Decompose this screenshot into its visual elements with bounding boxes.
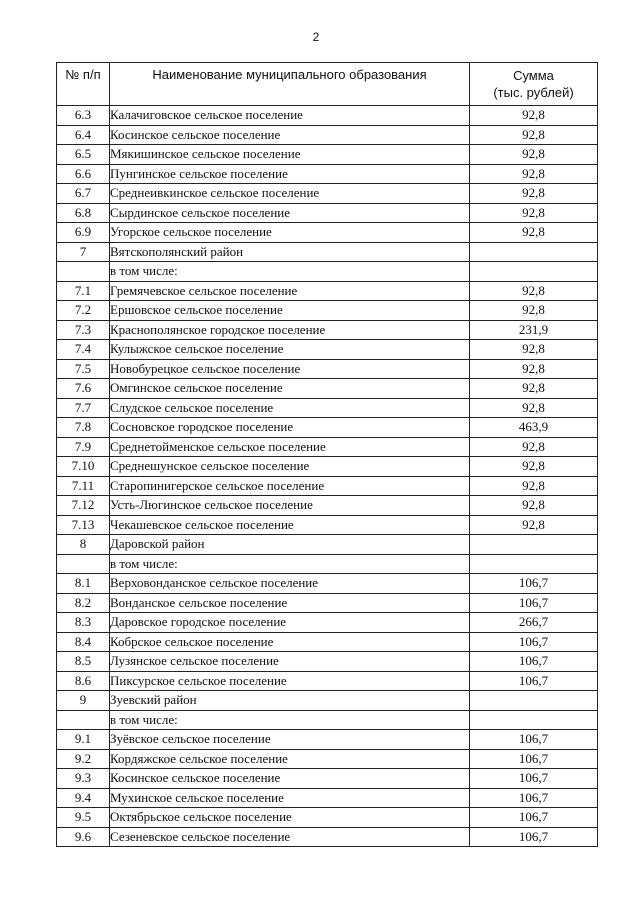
table-row [57, 106, 598, 126]
table-row [57, 827, 598, 847]
table-row [57, 184, 598, 204]
row-sum: 92,8 [470, 496, 598, 516]
table-row [57, 632, 598, 652]
table-row [57, 359, 598, 379]
row-number: 6.7 [57, 184, 110, 204]
row-municipality-name: Новобурецкое сельское поселение [110, 359, 470, 379]
row-municipality-name: Слудское сельское поселение [110, 398, 470, 418]
row-municipality-name: Среднеивкинское сельское поселение [110, 184, 470, 204]
row-municipality-name: Гремячевское сельское поселение [110, 281, 470, 301]
table-row [57, 574, 598, 594]
row-sum [470, 242, 598, 262]
row-municipality-name: в том числе: [110, 262, 470, 282]
header-number: № п/п [57, 63, 110, 106]
table-row [57, 203, 598, 223]
row-number: 9.2 [57, 749, 110, 769]
row-municipality-name: Косинское сельское поселение [110, 769, 470, 789]
row-municipality-name: Усть-Люгинское сельское поселение [110, 496, 470, 516]
row-number: 8 [57, 535, 110, 555]
table-row [57, 613, 598, 633]
row-sum [470, 710, 598, 730]
row-sum: 266,7 [470, 613, 598, 633]
table-header-row [57, 63, 598, 106]
row-municipality-name: Мухинское сельское поселение [110, 788, 470, 808]
row-municipality-name: Кордяжское сельское поселение [110, 749, 470, 769]
row-number: 9.6 [57, 827, 110, 847]
table-row [57, 749, 598, 769]
row-number: 6.9 [57, 223, 110, 243]
table-row [57, 691, 598, 711]
row-municipality-name: Среднетойменское сельское поселение [110, 437, 470, 457]
row-number: 7.6 [57, 379, 110, 399]
row-number: 8.1 [57, 574, 110, 594]
table-row [57, 652, 598, 672]
table-row [57, 125, 598, 145]
row-number: 8.5 [57, 652, 110, 672]
row-municipality-name: Сырдинское сельское поселение [110, 203, 470, 223]
row-sum: 106,7 [470, 574, 598, 594]
row-number: 7.8 [57, 418, 110, 438]
row-number: 6.8 [57, 203, 110, 223]
table-row [57, 437, 598, 457]
row-number: 7.10 [57, 457, 110, 477]
row-sum [470, 262, 598, 282]
row-sum: 106,7 [470, 827, 598, 847]
header-sum-unit: (тыс. рублей) [493, 85, 574, 100]
row-number: 6.3 [57, 106, 110, 126]
budget-table [56, 62, 598, 847]
table-row [57, 418, 598, 438]
table-row [57, 145, 598, 165]
row-number: 7.2 [57, 301, 110, 321]
row-number: 7.4 [57, 340, 110, 360]
row-number: 7.9 [57, 437, 110, 457]
table-row [57, 242, 598, 262]
row-sum: 92,8 [470, 476, 598, 496]
table-row [57, 535, 598, 555]
table-row [57, 457, 598, 477]
row-number: 9.4 [57, 788, 110, 808]
row-number: 9.5 [57, 808, 110, 828]
row-municipality-name: Мякишинское сельское поселение [110, 145, 470, 165]
table-row [57, 262, 598, 282]
row-sum [470, 691, 598, 711]
table-row [57, 340, 598, 360]
row-sum: 106,7 [470, 730, 598, 750]
row-number [57, 710, 110, 730]
row-sum: 92,8 [470, 398, 598, 418]
header-sum [470, 63, 598, 106]
row-municipality-name: Косинское сельское поселение [110, 125, 470, 145]
table-row [57, 710, 598, 730]
table-row [57, 301, 598, 321]
row-municipality-name: Зуевский район [110, 691, 470, 711]
header-municipality-name: Наименование муниципального образования [110, 63, 470, 106]
table-row [57, 769, 598, 789]
row-municipality-name: Краснополянское городское поселение [110, 320, 470, 340]
row-sum: 92,8 [470, 184, 598, 204]
table-row [57, 496, 598, 516]
row-sum: 92,8 [470, 125, 598, 145]
row-municipality-name: Пиксурское сельское поселение [110, 671, 470, 691]
row-sum: 92,8 [470, 223, 598, 243]
table-row [57, 788, 598, 808]
row-number: 8.6 [57, 671, 110, 691]
table-row [57, 554, 598, 574]
table-row [57, 164, 598, 184]
table-row [57, 398, 598, 418]
row-municipality-name: Даровской район [110, 535, 470, 555]
row-sum: 92,8 [470, 359, 598, 379]
row-municipality-name: в том числе: [110, 710, 470, 730]
row-number: 6.5 [57, 145, 110, 165]
row-municipality-name: Октябрьское сельское поселение [110, 808, 470, 828]
row-sum: 106,7 [470, 652, 598, 672]
row-number: 7.13 [57, 515, 110, 535]
row-municipality-name: Сосновское городское поселение [110, 418, 470, 438]
table-row [57, 223, 598, 243]
row-number: 7.12 [57, 496, 110, 516]
row-sum: 92,8 [470, 457, 598, 477]
table-row [57, 379, 598, 399]
row-sum: 106,7 [470, 632, 598, 652]
row-municipality-name: Старопинигерское сельское поселение [110, 476, 470, 496]
row-number: 7.11 [57, 476, 110, 496]
table-row [57, 808, 598, 828]
row-sum: 106,7 [470, 593, 598, 613]
row-municipality-name: Кулыжское сельское поселение [110, 340, 470, 360]
row-municipality-name: в том числе: [110, 554, 470, 574]
row-sum: 106,7 [470, 671, 598, 691]
row-sum: 106,7 [470, 749, 598, 769]
table-row [57, 476, 598, 496]
row-municipality-name: Вятскополянский район [110, 242, 470, 262]
row-sum: 92,8 [470, 340, 598, 360]
table-row [57, 320, 598, 340]
row-number: 6.6 [57, 164, 110, 184]
row-number: 7.7 [57, 398, 110, 418]
row-number: 6.4 [57, 125, 110, 145]
row-number: 7.3 [57, 320, 110, 340]
row-number: 8.4 [57, 632, 110, 652]
row-sum [470, 554, 598, 574]
row-number: 9 [57, 691, 110, 711]
row-sum: 92,8 [470, 301, 598, 321]
row-number: 8.3 [57, 613, 110, 633]
row-sum: 92,8 [470, 145, 598, 165]
row-municipality-name: Среднешунское сельское поселение [110, 457, 470, 477]
row-sum [470, 535, 598, 555]
row-number: 7.1 [57, 281, 110, 301]
row-sum: 92,8 [470, 164, 598, 184]
row-number: 8.2 [57, 593, 110, 613]
page-number: 2 [312, 30, 320, 44]
row-municipality-name: Чекашевское сельское поселение [110, 515, 470, 535]
table-row [57, 671, 598, 691]
table-body [57, 106, 598, 847]
row-sum: 231,9 [470, 320, 598, 340]
row-sum: 92,8 [470, 281, 598, 301]
row-municipality-name: Угорское сельское поселение [110, 223, 470, 243]
row-municipality-name: Даровское городское поселение [110, 613, 470, 633]
row-sum: 106,7 [470, 769, 598, 789]
row-municipality-name: Сезеневское сельское поселение [110, 827, 470, 847]
row-number [57, 262, 110, 282]
row-municipality-name: Пунгинское сельское поселение [110, 164, 470, 184]
header-sum-title: Сумма [513, 68, 554, 83]
row-municipality-name: Ершовское сельское поселение [110, 301, 470, 321]
table-row [57, 730, 598, 750]
row-sum: 92,8 [470, 106, 598, 126]
table-row [57, 515, 598, 535]
row-sum: 92,8 [470, 437, 598, 457]
row-number: 7 [57, 242, 110, 262]
row-municipality-name: Омгинское сельское поселение [110, 379, 470, 399]
row-municipality-name: Вонданское сельское поселение [110, 593, 470, 613]
table-row [57, 281, 598, 301]
row-sum: 92,8 [470, 515, 598, 535]
row-sum: 463,9 [470, 418, 598, 438]
row-sum: 106,7 [470, 808, 598, 828]
row-municipality-name: Верховонданское сельское поселение [110, 574, 470, 594]
row-municipality-name: Кобрское сельское поселение [110, 632, 470, 652]
row-sum: 106,7 [470, 788, 598, 808]
row-sum: 92,8 [470, 379, 598, 399]
row-municipality-name: Зуёвское сельское поселение [110, 730, 470, 750]
row-municipality-name: Лузянское сельское поселение [110, 652, 470, 672]
row-number: 7.5 [57, 359, 110, 379]
row-municipality-name: Калачиговское сельское поселение [110, 106, 470, 126]
row-number: 9.1 [57, 730, 110, 750]
row-number: 9.3 [57, 769, 110, 789]
table-row [57, 593, 598, 613]
row-sum: 92,8 [470, 203, 598, 223]
row-number [57, 554, 110, 574]
